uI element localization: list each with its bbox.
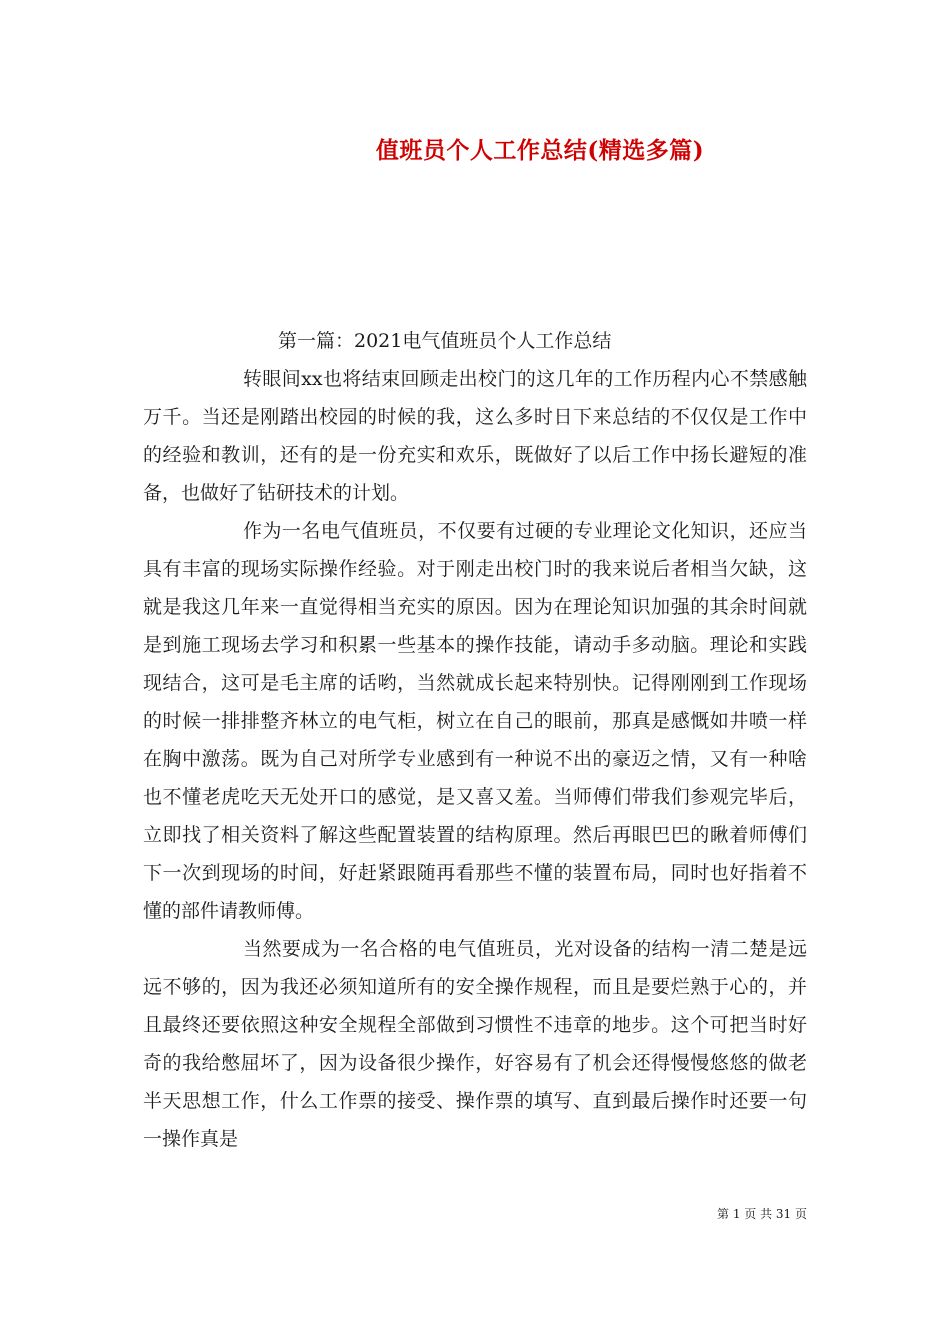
paragraph-2: 作为一名电气值班员，不仅要有过硬的专业理论文化知识，还应当具有丰富的现场实际操作经验。对于刚走出校门时的我来说后者相当欠缺，这就是我这几年来一直觉得相当充实的原因。因为在理论知识加强的其余时间就是到施工现场去学习和积累一些基本的操作技能，请动手多动脑。理论和实践现结合，这可是毛主席的话哟，当然就成长起来特别快。记得刚刚到工作现场的时候一排排整齐林立的电气柜，树立在自己的眼前，那真是感慨如井喷一样在胸中激荡。既为自己对所学专业感到有一种说不出的豪迈之情，又有一种啥也不懂老虎吃天无处开口的感觉，是又喜又羞。当师傅们带我们参观完毕后，立即找了相关资料了解这些配置装置的结构原理。然后再眼巴巴的瞅着师傅们下一次到现场的时间，好赶紧跟随再看那些不懂的装置布局，同时也好指着不懂的部件请教师傅。	[143, 520, 807, 922]
page-number-footer: 第 1 页 共 31 页	[717, 1207, 807, 1221]
document-body	[143, 322, 807, 1158]
document-title: 值班员个人工作总结(精选多篇)	[375, 137, 705, 164]
paragraph-1: 转眼间xx也将结束回顾走出校门的这几年的工作历程内心不禁感触万千。当还是刚踏出校园的时候的我，这么多时日下来总结的不仅仅是工作中的经验和教训，还有的是一份充实和欢乐，既做好了以后工作中扬长避短的准备，也做好了钻研技术的计划。	[143, 368, 807, 504]
section-heading: 第一篇：2021电气值班员个人工作总结	[278, 330, 612, 352]
paragraph-3: 当然要成为一名合格的电气值班员，光对设备的结构一清二楚是远远不够的，因为我还必须知道所有的安全操作规程，而且是要烂熟于心的，并且最终还要依照这种安全规程全部做到习惯性不违章的地步。这个可把当时好奇的我给憋屈坏了，因为设备很少操作，好容易有了机会还得慢慢悠悠的做老半天思想工作，什么工作票的接受、操作票的填写、直到最后操作时还要一句一操作真是	[143, 938, 807, 1150]
